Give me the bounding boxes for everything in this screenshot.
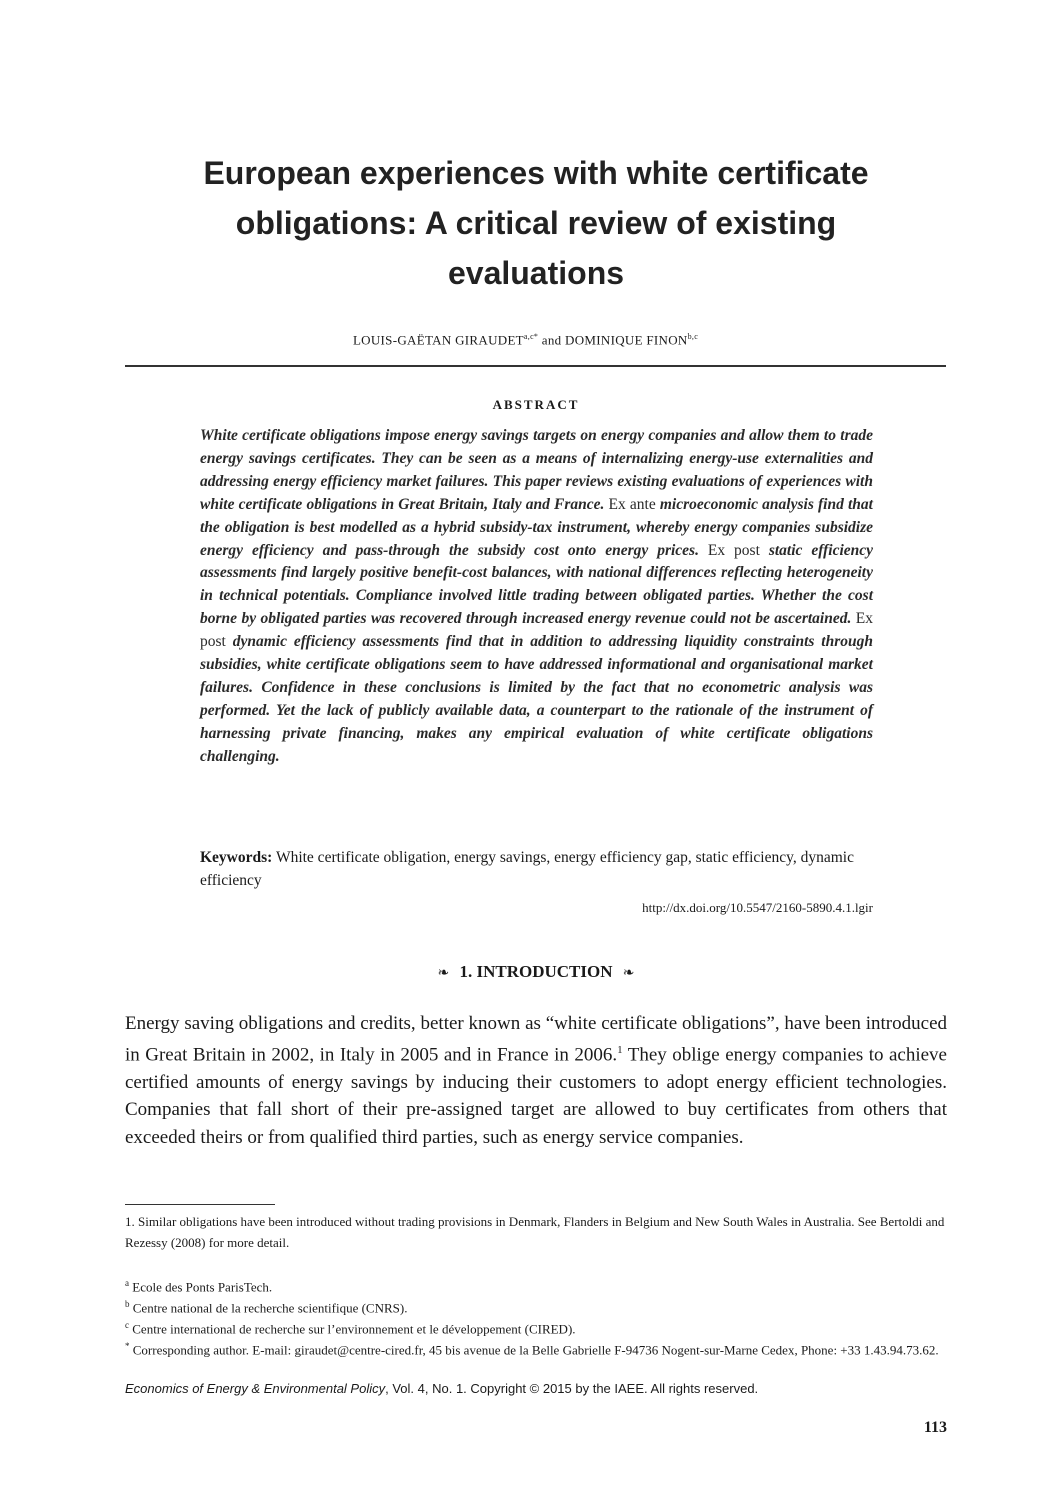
abstract-ex-post-1: Ex post: [707, 541, 760, 559]
right-leaf-ornament-icon: ❧: [622, 966, 635, 981]
affiliation-marker: a: [125, 1278, 129, 1288]
keywords-label: Keywords:: [200, 849, 273, 866]
abstract-part-4: dynamic efficiency assessments find that in addition to addressing liquidity constraints through subsidies, white certificate obligations seem to have addressed informational and organisational market failures. Confidence in these conclusions is limited by the fact that no econometric analysis was performed. Yet the lack of publicly available data, a counterpart to the rationale of the instrument of harnessing private financing, makes any empirical evaluation of white certificate obligations challenging.: [200, 633, 873, 765]
abstract-part-1: White certificate obligations impose energy savings targets on energy companies and allow them to trade energy savings certificates. They can be seen as a means of internalizing energy-use externalities and addressing energy efficiency market failures. This paper reviews existing evaluations of experiences with white certificate obligations in Great Britain, Italy and France.: [200, 427, 873, 513]
journal-citation: [125, 1381, 947, 1396]
introduction-paragraph: [125, 1010, 947, 1151]
affiliation-text: Centre international de recherche sur l’environnement et le développement (CIRED).: [132, 1321, 576, 1337]
intro-text-1: Energy saving obligations and credits, better known as “white certificate obligations”, have been introduced in Great Britain in 2002, in Italy in 2005 and in France in 2006.: [125, 1013, 947, 1066]
footnote-1: 1. Similar obligations have been introduced without trading provisions in Denmark, Flanders in Belgium and New South Wales in Australia. See Bertoldi and Rezessy (2008) for more detail.: [125, 1214, 945, 1250]
journal-name: Economics of Energy & Environmental Policy: [125, 1381, 386, 1396]
abstract-part-2: microeconomic analysis find that the obligation is best modelled as a hybrid subsidy-tax instrument, whereby energy companies subsidize energy efficiency and pass-through the subsidy cost onto energy prices.: [200, 495, 873, 559]
author-line: [0, 332, 1051, 348]
left-leaf-ornament-icon: ❧: [437, 966, 450, 981]
page-number: 113: [923, 1419, 947, 1436]
intro-text-2: They oblige energy companies to achieve certified amounts of energy savings by inducing their customers to adopt energy efficient technologies. Companies that fall short of their pre-assigned target are allowed to buy certificates from others that exceeded theirs or from qualified third parties, such as energy service companies.: [125, 1044, 947, 1148]
keywords: [200, 846, 873, 892]
affiliation-text: Ecole des Ponts ParisTech.: [132, 1279, 273, 1295]
author-conjunction: and: [541, 332, 562, 348]
header-rule: [125, 365, 946, 367]
paper-title: European experiences with white certificate obligations: A critical review of existing evaluations: [203, 155, 869, 291]
author-2-affiliation: b,c: [687, 332, 699, 341]
affiliation-text: Centre national de la recherche scientifique (CNRS).: [132, 1300, 408, 1316]
author-1-name: LOUIS-GAËTAN GIRAUDET: [352, 332, 524, 348]
section-heading-introduction: [0, 962, 1051, 982]
abstract-text: [200, 425, 873, 769]
author-2-name: DOMINIQUE FINON: [565, 332, 688, 348]
footnote-rule: [125, 1204, 275, 1205]
abstract-ex-post-2: Ex post: [200, 610, 873, 651]
abstract-part-3: static efficiency assessments find largely positive benefit-cost balances, with national differences reflecting heterogeneity in technical potentials. Compliance involved little trading between obligated parties. Whether the cost borne by obligated parties was recovered through increased energy revenue could not be ascertained.: [200, 541, 874, 628]
author-1-affiliation: a,c*: [523, 332, 539, 341]
section-title: 1. INTRODUCTION: [459, 962, 613, 981]
affiliation-marker: c: [125, 1320, 129, 1330]
abstract-ex-ante: Ex ante: [608, 495, 656, 513]
affiliation-marker: *: [125, 1341, 130, 1351]
doi-link[interactable]: http://dx.doi.org/10.5547/2160-5890.4.1.lgir: [642, 900, 873, 915]
keywords-text: White certificate obligation, energy savings, energy efficiency gap, static efficiency, dynamic efficiency: [200, 849, 854, 889]
corresponding-author: [125, 1336, 947, 1360]
footnote-ref-1[interactable]: 1: [617, 1044, 623, 1057]
journal-details: , Vol. 4, No. 1. Copyright © 2015 by the IAEE. All rights reserved.: [385, 1381, 759, 1396]
abstract-heading: ABSTRACT: [492, 397, 580, 412]
affiliation-text: Corresponding author. E-mail: giraudet@centre-cired.fr, 45 bis avenue de la Belle Gabrielle F-94736 Nogent-sur-Marne Cedex, Phone: +33 1.43.94.73.62.: [132, 1342, 939, 1358]
affiliation-marker: b: [125, 1299, 130, 1309]
